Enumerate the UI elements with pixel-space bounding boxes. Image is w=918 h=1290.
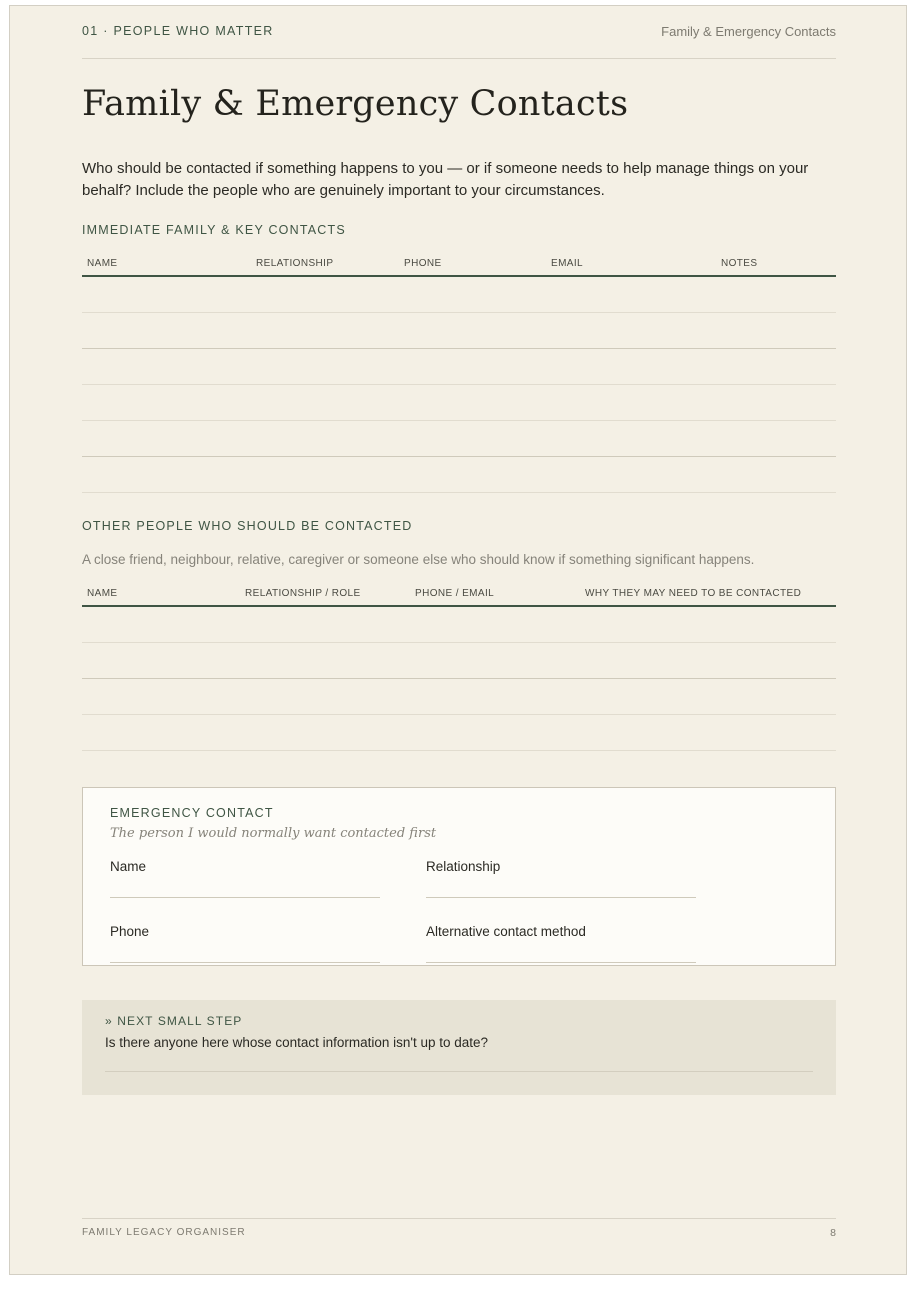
table-row[interactable] bbox=[82, 421, 836, 457]
document-page bbox=[9, 5, 907, 1275]
other-people-description: A close friend, neighbour, relative, caregiver or someone else who should know if something significant happens. bbox=[82, 552, 755, 567]
column-header-name: NAME bbox=[87, 588, 118, 599]
emergency-phone-field[interactable] bbox=[110, 924, 380, 963]
table-row[interactable] bbox=[82, 385, 836, 421]
table-row[interactable] bbox=[82, 277, 836, 313]
column-header-relationship: RELATIONSHIP bbox=[256, 258, 334, 269]
column-header-email: EMAIL bbox=[551, 258, 584, 269]
running-title: Family & Emergency Contacts bbox=[661, 24, 836, 39]
other-people-heading: OTHER PEOPLE WHO SHOULD BE CONTACTED bbox=[82, 519, 413, 533]
emergency-name-field[interactable] bbox=[110, 859, 380, 898]
column-header-notes: NOTES bbox=[721, 258, 758, 269]
field-label-relationship: Relationship bbox=[426, 859, 501, 874]
table-row[interactable] bbox=[82, 715, 836, 751]
immediate-family-heading: IMMEDIATE FAMILY & KEY CONTACTS bbox=[82, 223, 346, 237]
next-step-heading: » NEXT SMALL STEP bbox=[105, 1014, 243, 1028]
column-header-relationship-role: RELATIONSHIP / ROLE bbox=[245, 588, 361, 599]
emergency-relationship-field[interactable] bbox=[426, 859, 696, 898]
column-header-name: NAME bbox=[87, 258, 118, 269]
emergency-contact-box bbox=[82, 787, 836, 966]
table-row[interactable] bbox=[82, 313, 836, 349]
emergency-alt-contact-field[interactable] bbox=[426, 924, 696, 963]
footer-brand: FAMILY LEGACY ORGANISER bbox=[82, 1227, 246, 1238]
running-header bbox=[82, 24, 836, 59]
next-step-answer-line[interactable] bbox=[105, 1071, 813, 1072]
field-label-alternative-contact: Alternative contact method bbox=[426, 924, 586, 939]
section-label: 01 · PEOPLE WHO MATTER bbox=[82, 24, 274, 38]
immediate-family-table-body bbox=[82, 277, 836, 493]
page-title: Family & Emergency Contacts bbox=[82, 84, 629, 124]
other-people-table-body bbox=[82, 607, 836, 751]
column-header-phone: PHONE bbox=[404, 258, 442, 269]
intro-text: Who should be contacted if something happens to you — or if someone needs to help manage things on your behalf? Include the people who are genuinely important to your circumstances. bbox=[82, 160, 809, 199]
next-step-question: Is there anyone here whose contact information isn't up to date? bbox=[105, 1035, 489, 1050]
column-header-phone-email: PHONE / EMAIL bbox=[415, 588, 495, 599]
table-row[interactable] bbox=[82, 607, 836, 643]
field-label-phone: Phone bbox=[110, 924, 150, 939]
emergency-contact-subheading: The person I would normally want contacted first bbox=[110, 826, 437, 841]
column-header-reason: WHY THEY MAY NEED TO BE CONTACTED bbox=[585, 588, 802, 599]
emergency-contact-heading: EMERGENCY CONTACT bbox=[110, 806, 274, 820]
page-number: 8 bbox=[830, 1227, 836, 1239]
page-footer bbox=[82, 1218, 836, 1239]
table-row[interactable] bbox=[82, 679, 836, 715]
table-row[interactable] bbox=[82, 643, 836, 679]
table-row[interactable] bbox=[82, 457, 836, 493]
field-label-name: Name bbox=[110, 859, 147, 874]
next-step-box bbox=[82, 1000, 836, 1095]
immediate-family-table-header bbox=[82, 256, 836, 277]
table-row[interactable] bbox=[82, 349, 836, 385]
other-people-table-header bbox=[82, 586, 836, 607]
